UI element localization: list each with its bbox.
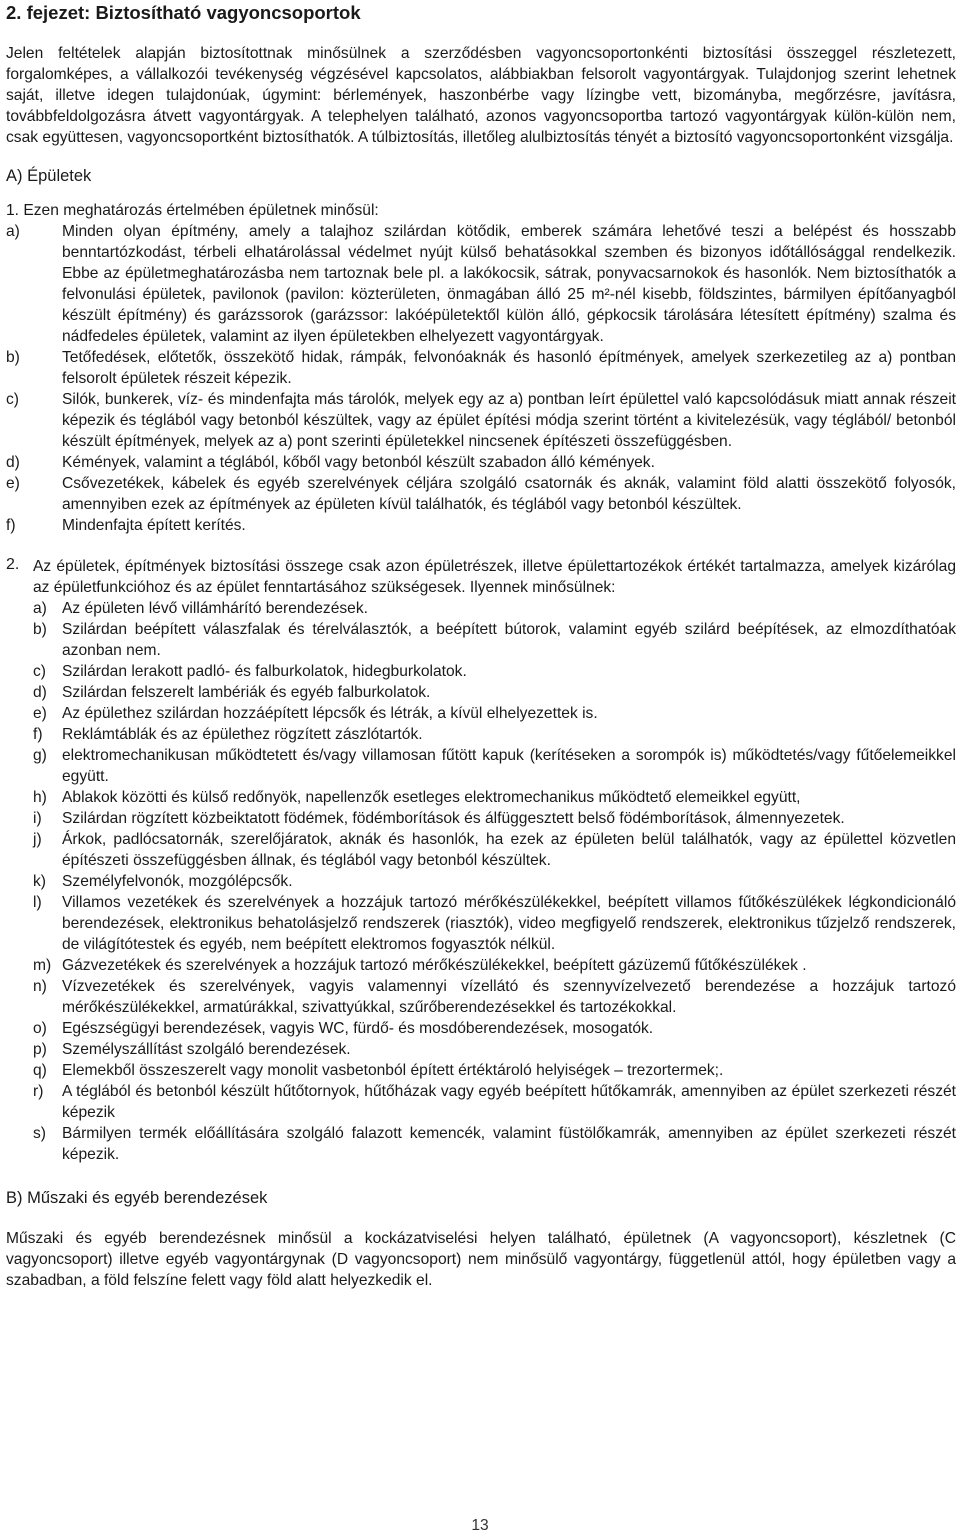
- item-label: b): [33, 621, 47, 638]
- page-number: 13: [471, 1517, 489, 1534]
- point2-text: Az épületek, építmények biztosítási összege csak azon épületrészek, illetve épülettartozékok értékét tartalmazza, amelyek kizárólag az épületfunkcióhoz és az épület fenntartásához szükségesek. Ilyennek minősülnek:: [33, 558, 956, 596]
- list-item: [6, 221, 956, 347]
- list-item: [33, 682, 956, 703]
- section-b-title: B) Műszaki és egyéb berendezések: [6, 1189, 268, 1207]
- item-label: p): [33, 1041, 47, 1058]
- item-label: d): [6, 454, 20, 471]
- list-item: [33, 829, 956, 871]
- item-label: e): [33, 705, 47, 722]
- item-label: h): [33, 789, 47, 806]
- item-label: d): [33, 684, 47, 701]
- item-label: r): [33, 1083, 44, 1100]
- list-item: [33, 661, 956, 682]
- item-label: n): [33, 978, 47, 995]
- list-item: [33, 976, 956, 1018]
- item-label: f): [6, 517, 16, 534]
- list-item: [6, 452, 956, 473]
- item-label: m): [33, 957, 52, 974]
- item-label: i): [33, 810, 42, 827]
- item-text: Minden olyan építmény, amely a talajhoz szilárdan kötődik, emberek számára lehetővé teszi a belépést és hosszabb benntartózkodást, térbeli elhatárolással védelmet nyújt külső behatásokkal szemben és bizonyos időtállósággal rendelkezik. Ebbe az épületmeghatározásba nem tartoznak bele pl. a lakókocsik, sátrak, ponyvacsarnokok és hasonlók. Nem biztosíthatók a felvonulási épületek, pavilonok (pavilon: közterületen, önmagában álló 25 m²-nél kisebb, földszintes, bármilyen építőanyagból készült építmény) és garázssorok (garázssor: lakóépületektől külön álló, gépkocsik tárolására létesített építmény) szalma és nádfedeles épületek, valamint az ilyen épületekben elhelyezett vagyontárgyak.: [62, 223, 956, 345]
- item-text: Csővezetékek, kábelek és egyéb szerelvények céljára szolgáló csatornák és aknák, valamint föld alatti összekötő folyosók, amennyiben ezek az építmények az épületen kívül találhatók, és téglából vagy betonból készültek.: [62, 475, 956, 513]
- point1-intro: 1. Ezen meghatározás értelmében épületnek minősül:: [6, 202, 379, 219]
- item-text: Kémények, valamint a téglából, kőből vagy betonból készült szabadon álló kémények.: [62, 454, 655, 471]
- item-label: q): [33, 1062, 47, 1079]
- item-label: j): [33, 831, 42, 848]
- item-text: Tetőfedések, előtetők, összekötő hidak, rámpák, felvonóaknák és hasonló építmények, amelyek szerkezetileg az a) pontban felsorolt épületek részeit képezik.: [62, 349, 956, 387]
- item-label: k): [33, 873, 46, 890]
- item-text: Reklámtáblák és az épülethez rögzített zászlótartók.: [62, 726, 423, 743]
- item-text: Vízvezetékek és szerelvények, vagyis valamennyi vízellátó és szennyvízelvezető berendezése a hozzájuk tartozó mérőkészülékekkel, armatúrákkal, szivattyúkkal, szűrőberendezésekkel és tartozékokkal.: [62, 978, 956, 1016]
- list-item: [33, 1060, 956, 1081]
- item-text: Az épülethez szilárdan hozzáépített lépcsők és létrák, a kívül elhelyezettek is.: [62, 705, 598, 722]
- list-item: [33, 1081, 956, 1123]
- point2-number: 2.: [6, 556, 20, 573]
- item-text: Szilárdan rögzített közbeiktatott födémek, födémborítások és álfüggesztett belső födémborítások, álmennyezetek.: [62, 810, 845, 827]
- list-item: [33, 619, 956, 661]
- list-item: [33, 787, 956, 808]
- item-label: a): [33, 600, 47, 617]
- item-label: f): [33, 726, 43, 743]
- item-text: Árkok, padlócsatornák, szerelőjáratok, aknák és hasonlók, ha ezek az épületen belül találhatók, vagy az épülettel közvetlen építészeti összefüggésben állnak, és téglából vagy betonból készültek.: [62, 831, 956, 869]
- item-text: Egészségügyi berendezések, vagyis WC, fürdő- és mosdóberendezések, mosogatók.: [62, 1020, 654, 1037]
- item-label: b): [6, 349, 20, 366]
- section-a-title: A) Épületek: [6, 167, 92, 185]
- item-text: Szilárdan beépített válaszfalak és térelválasztók, a beépített bútorok, valamint egyéb szilárd beépítések, az elmozdíthatóak azonban nem.: [62, 621, 956, 659]
- list-item: [33, 724, 956, 745]
- document-page: [6, 0, 956, 1291]
- item-label: o): [33, 1020, 47, 1037]
- point2-intro: [6, 556, 956, 598]
- intro-paragraph: Jelen feltételek alapján biztosítottnak minősülnek a szerződésben vagyoncsoportonkénti biztosítási összeggel részletezett, forgalomképes, a vállalkozói tevékenység végzésével kapcsolatos, alábbiakban felsorolt vagyontárgyak. Tulajdonjog szerint lehetnek saját, illetve idegen tulajdonúak, úgymint: bérlemények, haszonbérbe vagy lízingbe vett, bizományba, megőrzésre, javításra, továbbfeldolgozásra átvett vagyontárgyak. A telephelyen található, azonos vagyoncsoportba tartozó vagyontárgyak külön-külön nem, csak együttesen, vagyoncsoportként biztosíthatók. A túlbiztosítás, illetőleg alulbiztosítás tényét a biztosító vagyoncsoportonként vizsgálja.: [6, 45, 956, 146]
- item-text: Személyfelvonók, mozgólépcsők.: [62, 873, 293, 890]
- list-item: [33, 808, 956, 829]
- list-item: [33, 598, 956, 619]
- item-text: Silók, bunkerek, víz- és mindenfajta más tárolók, melyek egy az a) pontban leírt épülettel való kapcsolódásuk miatt annak részeit képezik és téglából vagy betonból készültek, vagy az épület építési módja szerint történt a kivitelezésük, vagy téglából/ betonból készült építmények, melyek az a) pont szerinti épületekkel nincsenek építészeti összefüggésben.: [62, 391, 956, 450]
- item-text: Elemekből összeszerelt vagy monolit vasbetonból épített értéktároló helyiségek – trezortermek;.: [62, 1062, 724, 1079]
- item-label: g): [33, 747, 47, 764]
- point2-list: [6, 598, 956, 1165]
- list-item: [33, 871, 956, 892]
- item-text: Mindenfajta épített kerítés.: [62, 517, 246, 534]
- item-text: elektromechanikusan működtetett és/vagy villamosan fűtött kapuk (kerítéseken a sorompók is) működtetés/vagy fűtőelemeikkel együtt.: [62, 747, 956, 785]
- chapter-title: 2. fejezet: Biztosítható vagyoncsoportok: [6, 2, 361, 23]
- item-text: A téglából és betonból készült hűtőtornyok, hűtőházak vagy egyéb beépített hűtőkamrák, amennyiben az épület szerkezeti részét képezik: [62, 1083, 956, 1121]
- list-item: [33, 1039, 956, 1060]
- item-label: a): [6, 223, 20, 240]
- list-item: [33, 955, 956, 976]
- point1-list: [6, 221, 956, 536]
- item-text: Az épületen lévő villámhárító berendezések.: [62, 600, 368, 617]
- section-b-paragraph: Műszaki és egyéb berendezésnek minősül a kockázatviselési helyen található, épületnek (A vagyoncsoport), készletnek (C vagyoncsoport) illetve egyéb vagyontárgynak (D vagyoncsoport) nem minősülő vagyontárgy, függetlenül attól, hogy épületben vagy a szabadban, a föld felszíne felett vagy föld alatt helyezkedik el.: [6, 1230, 956, 1289]
- item-label: e): [6, 475, 20, 492]
- list-item: [33, 745, 956, 787]
- item-text: Bármilyen termék előállítására szolgáló falazott kemencék, valamint füstölőkamrák, amennyiben az épület szerkezeti részét képezik.: [62, 1125, 956, 1163]
- item-label: c): [6, 391, 19, 408]
- item-text: Ablakok közötti és külső redőnyök, napellenzők esetleges elektromechanikus működtető elemeikkel együtt,: [62, 789, 801, 806]
- list-item: [6, 473, 956, 515]
- list-item: [33, 1018, 956, 1039]
- list-item: [33, 892, 956, 955]
- item-text: Személyszállítást szolgáló berendezések.: [62, 1041, 351, 1058]
- item-text: Villamos vezetékek és szerelvények a hozzájuk tartozó mérőkészülékekkel, beépített villamos fűtőkészülékek légkondicionáló berendezések, elektronikus behatolásjelző rendszerek (riasztók), video megfigyelő rendszerek, elektronikus tűzjelző rendszerek, de világítótestek és egyéb, nem beépített elektromos fogyasztók nélkül.: [62, 894, 956, 953]
- list-item: [6, 389, 956, 452]
- list-item: [6, 347, 956, 389]
- list-item: [33, 1123, 956, 1165]
- item-label: c): [33, 663, 46, 680]
- item-text: Gázvezetékek és szerelvények a hozzájuk tartozó mérőkészülékekkel, beépített gázüzemű fűtőkészülékek .: [62, 957, 807, 974]
- list-item: [33, 703, 956, 724]
- item-label: l): [33, 894, 42, 911]
- item-label: s): [33, 1125, 46, 1142]
- list-item: [6, 515, 956, 536]
- item-text: Szilárdan felszerelt lambériák és egyéb falburkolatok.: [62, 684, 431, 701]
- item-text: Szilárdan lerakott padló- és falburkolatok, hidegburkolatok.: [62, 663, 467, 680]
